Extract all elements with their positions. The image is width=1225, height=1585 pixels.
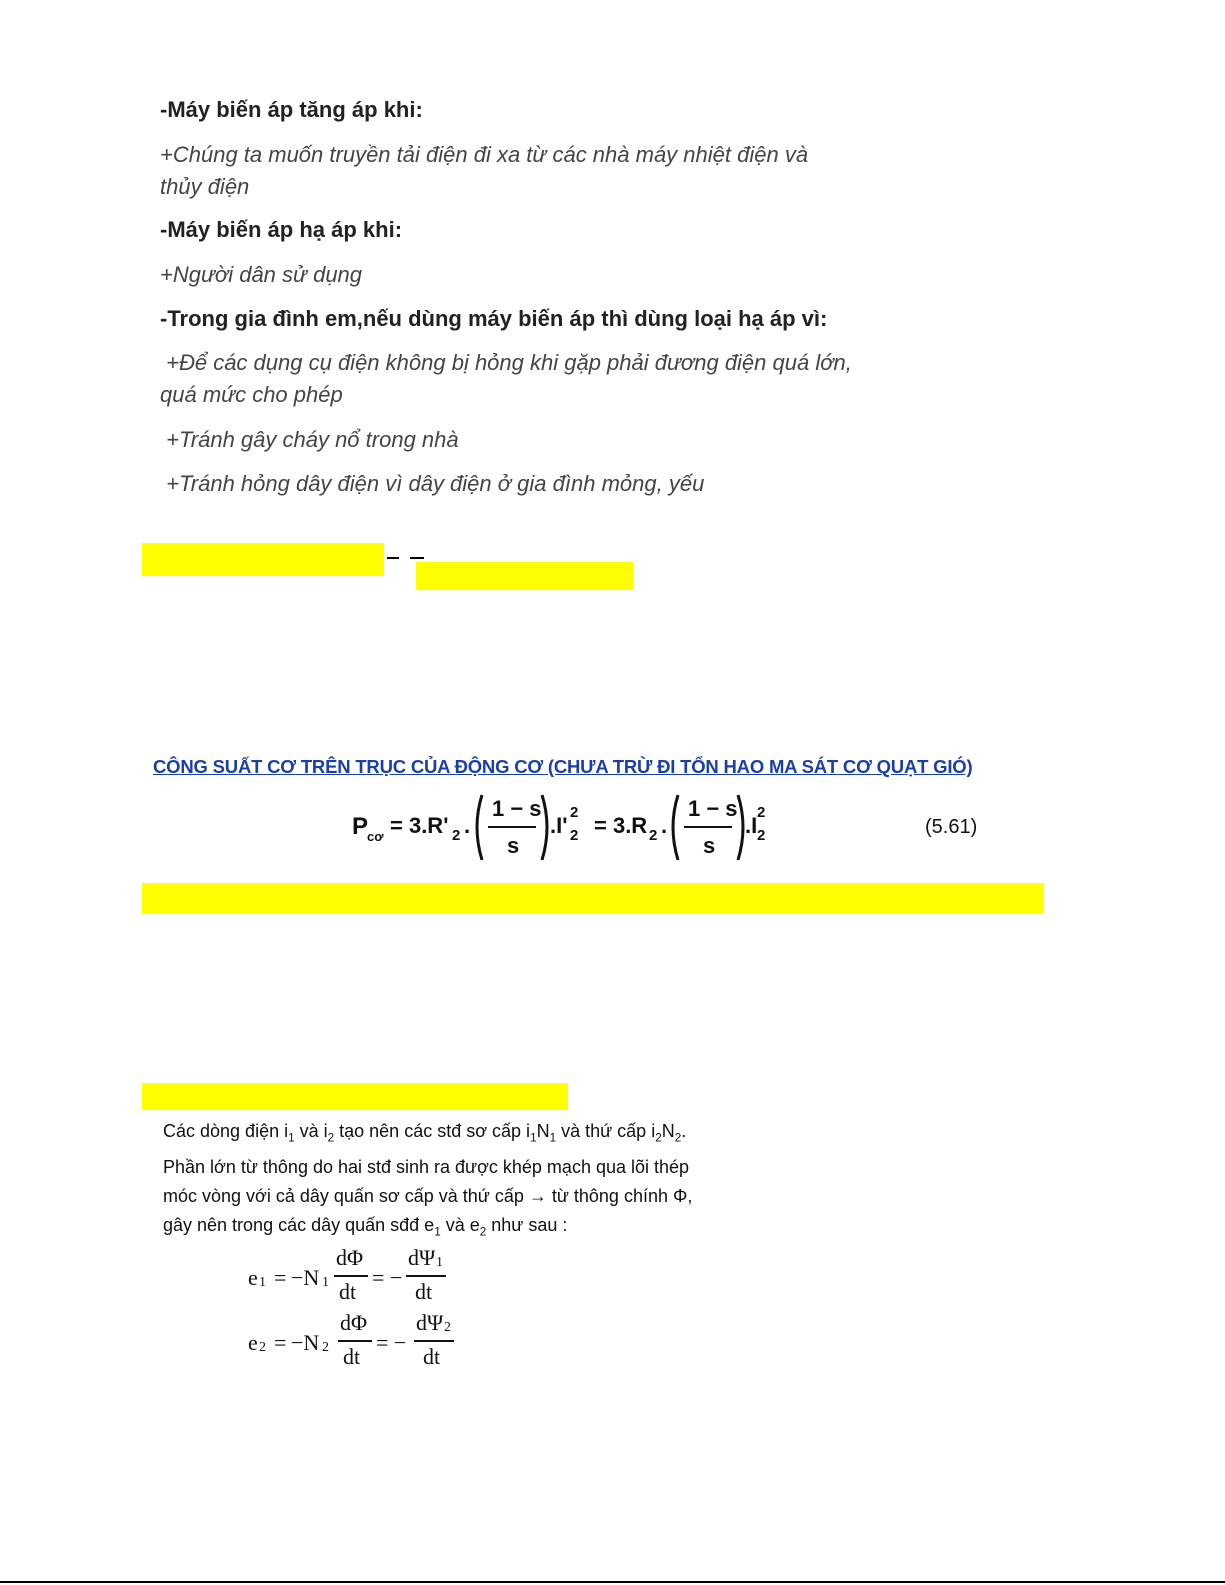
- emf-equation-e1: e 1 = −N 1 dΦ dt = − dΨ 1 dt: [248, 1243, 508, 1305]
- reason-3: +Tránh hỏng dây điện vì dây điện ở gia đình mỏng, yếu: [160, 471, 705, 496]
- dash-mark: [410, 557, 424, 559]
- emf-paragraph-line2: Phần lớn từ thông do hai stđ sinh ra được khép mạch qua lõi thép: [163, 1156, 690, 1177]
- step-up-text-line1: +Chúng ta muốn truyền tải điện đi xa từ các nhà máy nhiệt điện và: [160, 142, 809, 167]
- emf-paragraph: [163, 1117, 783, 1246]
- emf-paragraph-line3: móc vòng với cả dây quấn sơ cấp và thứ cấp → từ thông chính Φ,: [163, 1185, 693, 1206]
- highlight-block: [416, 562, 633, 590]
- dash-mark: [387, 557, 399, 559]
- reason-1-line1: +Để các dụng cụ điện không bị hỏng khi gặp phải đương điện quá lớn,: [160, 350, 852, 375]
- motor-power-title: CÔNG SUẤT CƠ TRÊN TRỤC CỦA ĐỘNG CƠ (CHƯA TRỪ ĐI TỔN HAO MA SÁT CƠ QUẠT GIÓ): [153, 756, 973, 777]
- reason-2: +Tránh gây cháy nổ trong nhà: [160, 427, 459, 452]
- highlight-block: [142, 543, 384, 576]
- reason-1-line2: quá mức cho phép: [160, 382, 343, 407]
- emf-paragraph-line4: gây nên trong các dây quấn sđđ $e_1$ và $e_2$ như sau :: [163, 1214, 568, 1239]
- step-down-heading: -Máy biến áp hạ áp khi:: [160, 217, 403, 242]
- equation-number: (5.61): [925, 816, 978, 838]
- emf-equation-e2: e 2 = −N 2 dΦ dt = − dΨ 2 dt: [248, 1308, 508, 1370]
- step-up-text-line2: thủy điện: [160, 174, 250, 199]
- step-down-text: +Người dân sử dụng: [160, 262, 363, 287]
- mechanical-power-formula: P cơ = 3.R' 2 . 1 − s s .I' 2 2 = 3.R 2 . 1 − s s .I 2 2: [352, 790, 812, 870]
- home-use-heading: -Trong gia đình em,nếu dùng máy biến áp thì dùng loại hạ áp vì:: [160, 306, 828, 331]
- highlight-block: [142, 883, 1044, 914]
- step-up-heading: -Máy biến áp tăng áp khi:: [160, 97, 423, 122]
- highlight-block: [142, 1083, 568, 1110]
- emf-paragraph-line1: Các dòng điện $i_1$ và $i_2$ tạo nên các stđ sơ cấp $i_1N_1$ và thứ cấp $i_2N_2$.: [163, 1121, 687, 1145]
- page-bottom-rule: [0, 1581, 1225, 1583]
